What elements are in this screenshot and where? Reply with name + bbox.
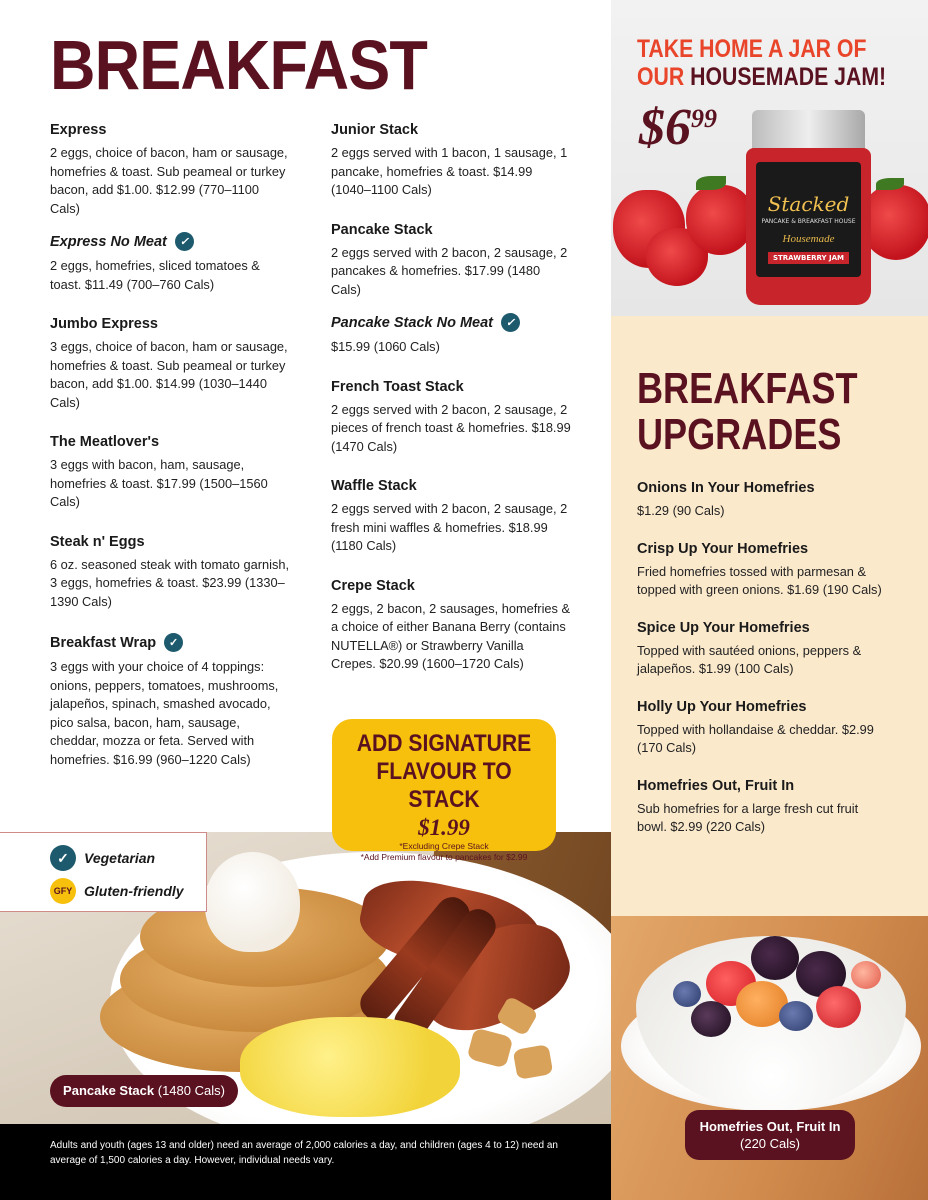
upgrade-desc: Fried homefries tossed with parmesan & topped with green onions. $1.69 (190 Cals) [637, 563, 882, 597]
menu-item-name: Waffle Stack [331, 478, 417, 494]
legend-label: Vegetarian [84, 850, 156, 866]
menu-item-desc: 3 eggs with your choice of 4 toppings: onions, peppers, tomatoes, mushrooms, jalapeños, spinach, smashed avocado, pico salsa, bacon, ham, sausage, cheddar, mozza or feta. Served with homefries. $16.99 (960–1220 Cals) [50, 659, 279, 767]
blueberry [673, 981, 701, 1007]
scrambled-eggs [240, 1017, 460, 1117]
menu-item-desc: 2 eggs, choice of bacon, ham or sausage, homefries & toast. Sub peameal or turkey bacon, add $1.00. $12.99 (770–1100 Cals) [50, 145, 288, 216]
menu-item-desc: 2 eggs served with 1 bacon, 1 sausage, 1 pancake, homefries & toast. $14.99 (1040–1100 Cals) [331, 145, 568, 197]
strawberry [861, 185, 928, 260]
jar-subtitle: PANCAKE & BREAKFAST HOUSE [761, 218, 856, 225]
strawberry-leaf [876, 178, 904, 190]
signature-title-line1: ADD SIGNATURE [356, 730, 532, 757]
jam-headline-line1: TAKE HOME A JAR OF [637, 35, 867, 63]
upgrades-title [637, 366, 858, 458]
jam-price-dollars: $6 [639, 99, 691, 156]
signature-note-2: *Add Premium flavour to pancakes for $2.99 [360, 852, 528, 862]
legend-vegetarian [50, 845, 155, 871]
menu-item-name [50, 633, 290, 652]
grape [851, 961, 881, 989]
vegetarian-leaf-icon: ✓ [501, 313, 520, 332]
strawberry-piece [816, 986, 861, 1028]
menu-item-desc: 2 eggs, homefries, sliced tomatoes & toast. $11.49 (700–760 Cals) [50, 258, 260, 292]
legend-label: Gluten-friendly [84, 883, 184, 899]
menu-column-1 [50, 122, 290, 791]
menu-item-desc: $15.99 (1060 Cals) [331, 339, 440, 354]
signature-flavour-promo [332, 719, 556, 862]
upgrade-name: Crisp Up Your Homefries [637, 540, 809, 557]
upgrade-name: Onions In Your Homefries [637, 480, 815, 496]
upgrade-name: Homefries Out, Fruit In [637, 777, 795, 794]
upgrade-desc: Topped with sautéed onions, peppers & jalapeños. $1.99 (100 Cals) [637, 642, 862, 676]
footer [0, 1124, 611, 1200]
menu-item-express-no-meat [50, 232, 290, 294]
jar-label [756, 162, 861, 277]
menu-item-name: French Toast Stack [331, 378, 464, 395]
menu-item-name [50, 232, 290, 251]
menu-item-jumbo-express [50, 316, 290, 412]
upgrade-desc: $1.29 (90 Cals) [637, 503, 725, 518]
upgrade-item [637, 778, 882, 837]
upgrades-title-line1: BREAKFAST [637, 364, 858, 413]
badge-name: Homefries Out, Fruit In [699, 1119, 841, 1134]
menu-item-french-toast-stack [331, 379, 571, 457]
menu-item-name: The Meatlover's [50, 434, 160, 450]
menu-item-name-text: Express No Meat [50, 233, 167, 250]
signature-title-line2: FLAVOUR TO STACK [376, 758, 512, 813]
menu-item-desc: 2 eggs served with 2 bacon, 2 sausage, 2 pieces of french toast & homefries. $18.99 (1470 Cals) [331, 401, 571, 454]
badge-name: Pancake Stack [63, 1083, 155, 1098]
jam-headline [637, 35, 886, 91]
menu-item-waffle-stack [331, 478, 571, 556]
legend-gluten-friendly [50, 878, 184, 904]
upgrade-desc: Topped with hollandaise & cheddar. $2.99 (170 Cals) [637, 721, 874, 755]
menu-column-2 [331, 122, 571, 696]
page-title: BREAKFAST [50, 26, 427, 104]
menu-item-breakfast-wrap [50, 633, 290, 769]
badge-cals: (220 Cals) [740, 1136, 800, 1151]
menu-item-desc: 2 eggs served with 2 bacon, 2 sausage, 2 fresh mini waffles & homefries. $18.99 (1180 Cals) [331, 501, 568, 553]
jam-promo-panel [611, 0, 928, 316]
upgrade-item [637, 620, 882, 679]
gluten-friendly-icon: GFY [50, 878, 76, 904]
menu-item-name-text: Pancake Stack No Meat [331, 314, 493, 331]
upgrade-item [637, 699, 882, 758]
pancake-stack-badge [50, 1075, 238, 1107]
menu-item-desc: 3 eggs with bacon, ham, sausage, homefries & toast. $17.99 (1500–1560 Cals) [50, 457, 268, 509]
menu-item-express [50, 122, 290, 218]
menu-item-name: Jumbo Express [50, 316, 158, 332]
menu-item-pancake-stack-no-meat [331, 313, 571, 357]
menu-item-crepe-stack [331, 578, 571, 674]
vegetarian-leaf-icon: ✓ [164, 633, 183, 652]
strawberry-leaf [696, 176, 726, 190]
menu-item-steak-n-eggs [50, 534, 290, 612]
menu-item-junior-stack [331, 122, 571, 200]
menu-item-name-text: Breakfast Wrap [50, 634, 157, 651]
menu-item-name: Express [50, 122, 107, 138]
menu-item-pancake-stack [331, 222, 571, 300]
jam-headline-housemade: HOUSEMADE JAM! [690, 63, 887, 91]
menu-item-name: Pancake Stack [331, 221, 433, 238]
menu-item-name: Steak n' Eggs [50, 533, 145, 550]
fruit-bowl-badge [685, 1110, 855, 1160]
calorie-disclaimer: Adults and youth (ages 13 and older) need an average of 2,000 calories a day, and children (ages 4 to 12) need an average of 1,500 calories a day. However, individual needs vary. [50, 1140, 558, 1166]
menu-item-desc: 3 eggs, choice of bacon, ham or sausage, homefries & toast. Sub peameal or turkey bacon, add $1.00. $14.99 (1030–1440 Cals) [50, 339, 288, 410]
menu-item-desc: 2 eggs, 2 bacon, 2 sausages, homefries & a choice of either Banana Berry (contains NUTELLA®) or Strawberry Vanilla Crepes. $20.99 (1600–1720 Cals) [331, 600, 571, 671]
vegetarian-leaf-icon: ✓ [175, 232, 194, 251]
menu-item-desc: 2 eggs served with 2 bacon, 2 sausage, 2 pancakes & homefries. $17.99 (1480 Cals) [331, 244, 568, 297]
blueberry [779, 1001, 813, 1031]
jar-brand: Stacked [767, 192, 850, 216]
upgrade-item [637, 541, 882, 600]
menu-item-desc: 6 oz. seasoned steak with tomato garnish, 3 eggs, homefries & toast. $23.99 (1330–1390 Cals) [50, 556, 290, 609]
upgrade-name: Spice Up Your Homefries [637, 619, 810, 636]
upgrades-title-line2: UPGRADES [637, 410, 842, 459]
menu-item-name [331, 313, 571, 332]
signature-title [345, 730, 542, 814]
upgrade-item [637, 480, 882, 521]
badge-cals: (1480 Cals) [154, 1083, 225, 1098]
menu-item-meatlovers [50, 434, 290, 512]
upgrades-list [637, 480, 882, 857]
menu-item-name: Crepe Stack [331, 577, 415, 594]
jar-flavor: STRAWBERRY JAM [768, 252, 849, 264]
jar-type: Housemade [782, 233, 835, 245]
signature-note-1: *Excluding Crepe Stack [399, 841, 489, 851]
jar-body [746, 148, 871, 305]
breakfast-upgrades-panel [611, 316, 928, 916]
menu-item-name: Junior Stack [331, 122, 419, 138]
blackberry [751, 936, 799, 980]
jam-headline-line2 [637, 63, 886, 91]
upgrade-name: Holly Up Your Homefries [637, 698, 807, 715]
dietary-legend [0, 832, 207, 912]
jam-headline-our: OUR [637, 63, 691, 91]
jam-jar [746, 110, 871, 305]
signature-price: $1.99 [418, 815, 470, 840]
blackberry [691, 1001, 731, 1037]
vegetarian-leaf-icon: ✓ [50, 845, 76, 871]
jam-price [639, 98, 717, 157]
whipped-cream [205, 852, 300, 952]
upgrade-desc: Sub homefries for a large fresh cut fruit bowl. $2.99 (220 Cals) [637, 800, 859, 834]
strawberry [686, 185, 754, 255]
jar-lid [752, 110, 865, 150]
jam-price-cents: 99 [691, 104, 717, 133]
